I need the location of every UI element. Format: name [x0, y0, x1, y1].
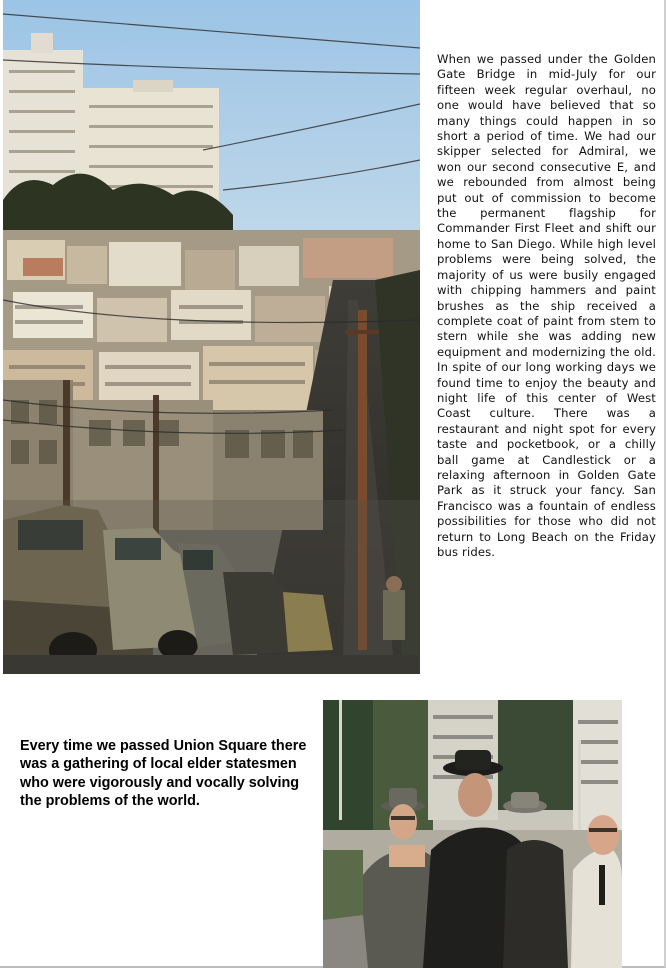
union-square-photo	[323, 700, 622, 968]
story-paragraph: When we passed under the Golden Gate Bridge in mid-July for our fifteen week regular overhaul, no one would have believed that so many things could happen in so short a period of time. We had our skipper selected for Admiral, we won our second consecutive E, and we rebounded from almost being put out of commission to become the permanent flagship for Commander First Fleet and shift our home to San Diego. While high level problems were being solved, the majority of us were busily engaged with chipping hammers and paint brushes as the ship received a complete coat of paint from stem to stern while she was adding new equipment and modernizing the old. In spite of our long working days we found time to enjoy the beauty and night life of this center of West Coast culture. There was a restaurant and night spot for every taste and pocketbook, or a chilly ball game at Candlestick or a relaxing afternoon in Golden Gate Park as it struck your fancy. San Francisco was a fountain of endless possibilities for those who did not return to Long Beach on the Friday bus rides.	[437, 52, 656, 559]
san-francisco-street-photo	[3, 0, 420, 674]
photo-caption: Every time we passed Union Square there was a gathering of local elder statesmen who were vigorously and vocally solving the problems of the world.	[20, 738, 307, 809]
